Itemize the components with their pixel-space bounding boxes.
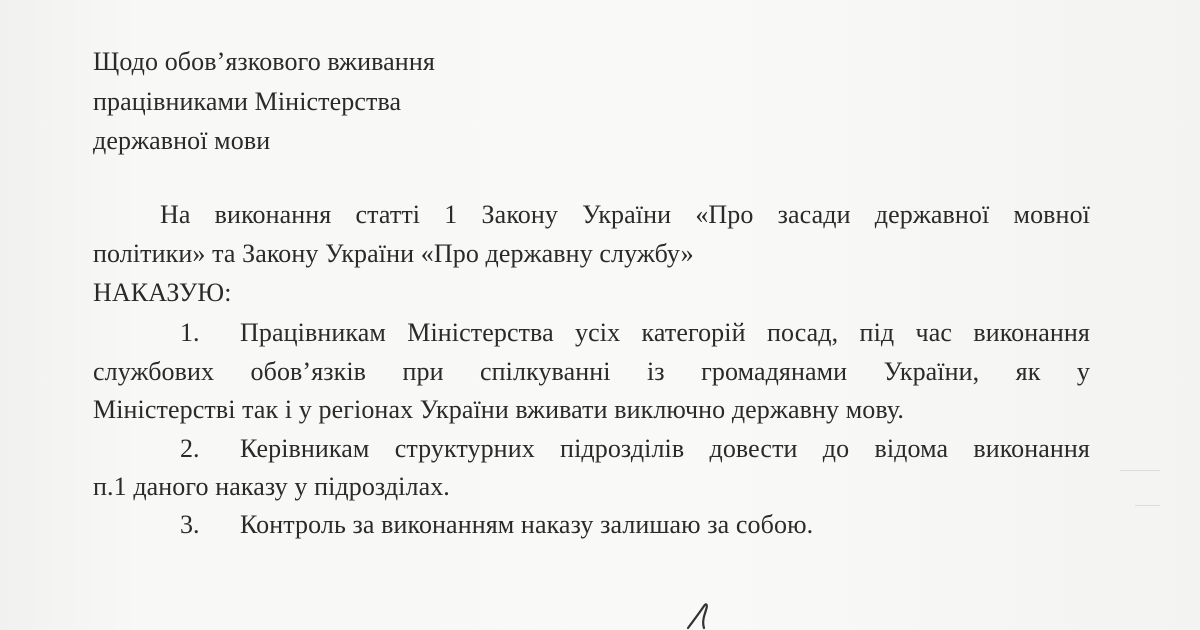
subject-line-1: Щодо обов’язкового вживання [93,47,435,76]
item-number: 1. [180,318,200,347]
item-1-line-2: службових обов’язків при спілкуванні із громадянами України, як у [93,357,1090,386]
subject-line-2: працівниками Міністерства [93,87,402,116]
item-2-line-2: п.1 даного наказу у підрозділах. [93,472,450,501]
subject-line-3: державної мови [93,126,271,155]
item-number: 2. [180,434,200,463]
item-3-line-1: Контроль за виконанням наказу залишаю за собою. [240,510,814,539]
preamble-line-2: політики» та Закону України «Про державну службу» [93,239,694,268]
item-2-line-1: Керівникам структурних підрозділів довести до відома виконання [240,434,1090,463]
item-number: 3. [180,510,200,539]
signature-mark [680,598,740,630]
item-1-line-3: Міністерстві так і у регіонах України вживати виключно державну мову. [93,395,904,424]
scan-speck [1120,470,1160,471]
item-1-line-1: Працівникам Міністерства усіх категорій посад, під час виконання [240,318,1090,347]
preamble-line-1: На виконання статті 1 Закону України «Про засади державної мовної [160,200,1090,229]
order-heading: НАКАЗУЮ: [93,278,232,307]
scan-speck [1135,505,1160,506]
